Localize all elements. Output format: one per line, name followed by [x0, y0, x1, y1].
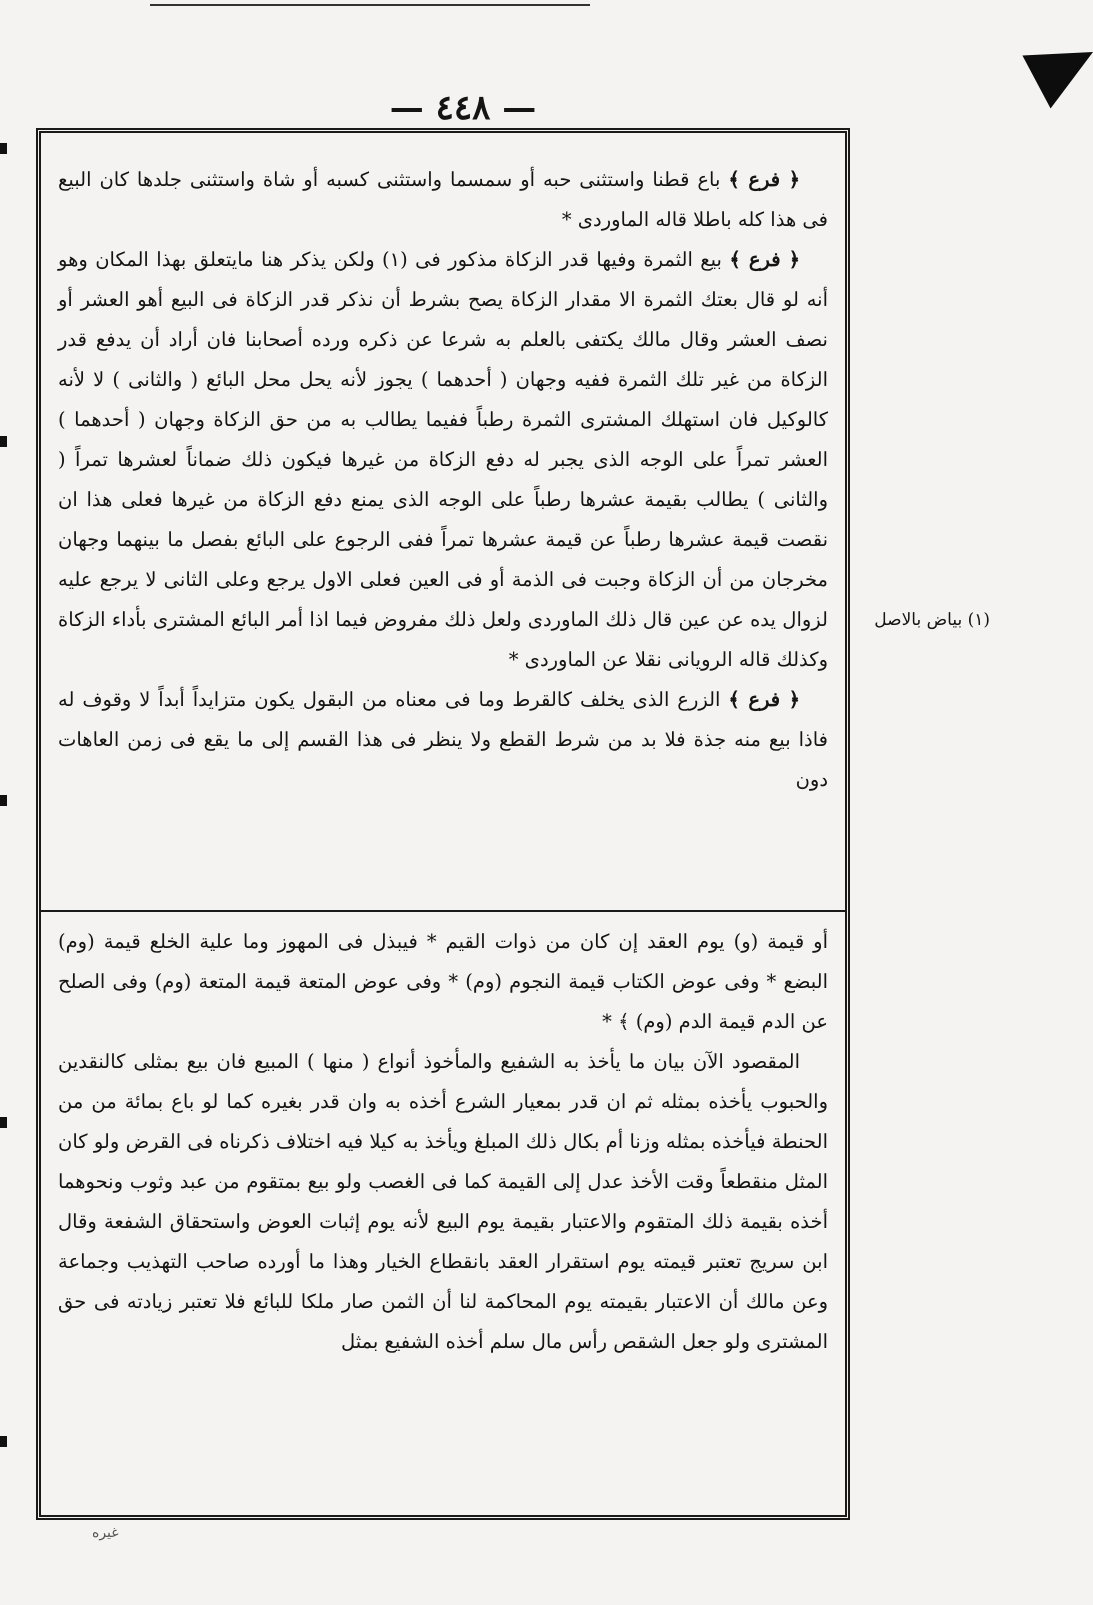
- commentary-text: [58, 922, 828, 1362]
- margin-footnote: (١) بياض بالاصل: [874, 610, 990, 630]
- edge-mark: [0, 436, 7, 447]
- main-text: [58, 160, 828, 800]
- paragraph-far-2: [58, 240, 828, 680]
- paragraph-text: الزرع الذى يخلف كالقرط وما فى معناه من البقول يكون متزايداً أبداً لا وقوف له فاذا بيع منه جذة فلا بد من شرط القطع ولا ينظر فى هذا القسم إلى ما يقع فى زمن العاهات دون: [58, 688, 828, 791]
- commentary-paragraph-1: أو قيمة (و) يوم العقد إن كان من ذوات القيم * فيبذل فى المهوز وما علية الخلع قيمة (وم) البضع * وفى عوض الكتاب قيمة النجوم (وم) * وفى عوض المتعة قيمة المتعة (وم) وفى الصلح عن الدم قيمة الدم (وم) ﴾ *: [58, 930, 828, 1033]
- section-divider: [40, 910, 846, 912]
- commentary-paragraph-2: المقصود الآن بيان ما يأخذ به الشفيع والمأخوذ أنواع ( منها ) المبيع فان بيع بمثلى كالنقدين والحبوب يأخذه بمثله ثم ان قدر بمعيار الشرع أخذه به وان قدر بغيره كما لو باع بمائة من من الحنطة فيأخذه بمثله وزنا أم بكال ذلك المبلغ ويأخذ به كيلا فيه اختلاف ذكرناه فى القرض ولو كان المثل منقطعاً وقت الأخذ عدل إلى القيمة كما فى الغصب ولو بيع بمتقوم من عبد وثوب ونحوهما أخذه بقيمة ذلك المتقوم والاعتبار بقيمة يوم البيع لأنه يوم إثبات العوض واستحقاق الشفعة وقال ابن سريج تعتبر قيمته يوم استقرار العقد بانقطاع الخيار وهذا ما أورده صاحب التهذيب وجماعة وعن مالك أن الاعتبار بقيمته يوم المحاكمة لنا أن الثمن صار ملكا للبائع فلا تعتبر زيادته فى حق المشترى ولو جعل الشقص رأس مال سلم أخذه الشفيع بمثل: [58, 1050, 828, 1353]
- far-marker: ﴿ فرع ﴾: [729, 248, 800, 271]
- corner-fold-mark: [1022, 26, 1093, 109]
- page-number: — ٤٤٨ —: [389, 88, 537, 128]
- paragraph-far-3: [58, 680, 828, 800]
- catchword: غيره: [92, 1525, 119, 1541]
- edge-mark: [0, 795, 7, 806]
- edge-mark: [0, 1117, 7, 1128]
- top-rule: [150, 4, 590, 6]
- far-marker: ﴿ فرع ﴾: [728, 168, 801, 191]
- paragraph-text: باع قطنا واستثنى حبه أو سمسما واستثنى كسبه أو شاة واستثنى جلدها كان البيع فى هذا كله باطلا قاله الماوردى *: [58, 168, 828, 231]
- paragraph-text: بيع الثمرة وفيها قدر الزكاة مذكور فى (١) ولكن يذكر هنا مايتعلق بهذا المكان وهو أنه لو قال بعتك الثمرة الا مقدار الزكاة يصح بشرط أن نذكر قدر الزكاة فى البيع أهو العشر أو نصف العشر وقال مالك يكتفى بالعلم به شرعا عن ذكره ورده أصحابنا فان أراد أن يدفع قدر الزكاة من غير تلك الثمرة ففيه وجهان ( أحدهما ) يجوز لأنه يحل محل البائع ( والثانى ) لا لأنه كالوكيل فان استهلك المشترى الثمرة رطباً ففيما يطالب به من حق الزكاة وجهان ( أحدهما ) العشر تمراً على الوجه الذى يجبر له دفع الزكاة من غيرها فيكون ذلك ضماناً لعشرها تمراً ( والثانى ) يطالب بقيمة عشرها رطباً على الوجه الذى يمنع دفع الزكاة من غيرها فعلى هذا ان نقصت قيمة عشرها رطباً عن قيمة عشرها تمراً ففى الرجوع على البائع بفصل ما بينهما وجهان مخرجان من أن الزكاة وجبت فى الذمة أو فى العين فعلى الاول يرجع وعلى الثانى لا يرجع عليه لزوال يده عن عين قال ذلك الماوردى ولعل ذلك مفروض فيما اذا أمر البائع المشترى بأداء الزكاة وكذلك قاله الرويانى نقلا عن الماوردى *: [58, 248, 828, 671]
- edge-mark: [0, 143, 7, 154]
- edge-mark: [0, 1436, 7, 1447]
- paragraph-far-1: [58, 160, 828, 240]
- far-marker: ﴿ فرع ﴾: [728, 688, 800, 711]
